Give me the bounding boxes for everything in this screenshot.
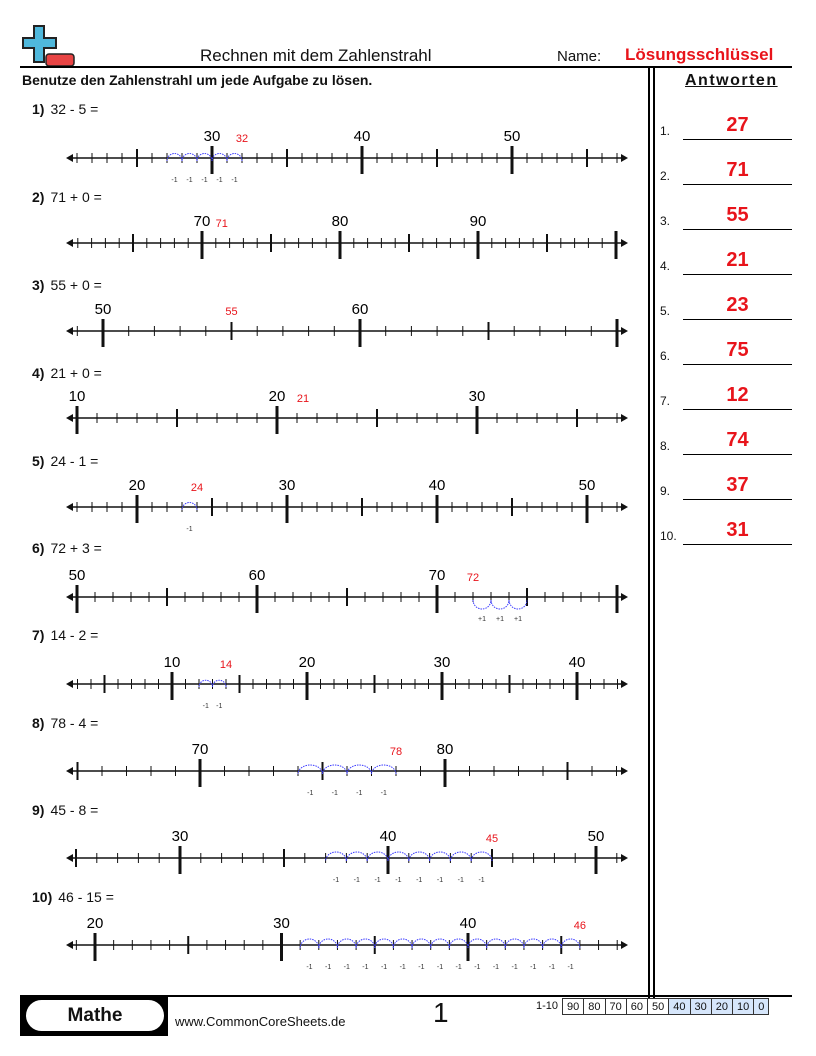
problem-text: 78 - 4 = xyxy=(50,715,99,731)
number-line-9 xyxy=(66,828,628,884)
score-table xyxy=(532,998,769,1015)
jump-arc xyxy=(388,852,409,861)
jump-label: -1 xyxy=(307,790,314,797)
answer-number: 5. xyxy=(660,304,671,318)
tick-label: 50 xyxy=(94,301,112,318)
answer-value: 12 xyxy=(726,384,749,406)
tick-label: 20 xyxy=(298,654,316,671)
start-marker-label: 45 xyxy=(485,833,499,845)
start-marker-label: 71 xyxy=(215,218,228,230)
jump-label: -1 xyxy=(201,177,208,184)
answer-number: 2. xyxy=(660,169,671,183)
jump-label: -1 xyxy=(474,964,481,971)
problem-text: 71 + 0 = xyxy=(50,189,102,205)
jump-label: -1 xyxy=(171,177,178,184)
score-cell: 0 xyxy=(754,998,769,1015)
answer-row xyxy=(660,200,792,230)
tick-label: 30 xyxy=(273,915,290,932)
number-line-3 xyxy=(66,301,628,347)
answer-value: 37 xyxy=(726,474,749,496)
tick-label: 10 xyxy=(163,654,181,671)
answer-value: 71 xyxy=(726,159,749,181)
jump-arc xyxy=(543,939,562,948)
arrow-right-icon xyxy=(621,593,628,601)
jump-arc xyxy=(347,765,372,774)
score-cell: 80 xyxy=(584,998,605,1015)
tick-label: 70 xyxy=(191,741,209,758)
jump-label: -1 xyxy=(186,526,193,533)
jump-arc xyxy=(372,765,397,774)
tick-label: 60 xyxy=(351,301,369,318)
jump-arc xyxy=(323,765,348,774)
problem-number: 4) xyxy=(32,365,45,381)
problem-number: 1) xyxy=(32,101,45,117)
tick-label: 40 xyxy=(568,654,586,671)
jump-label: -1 xyxy=(374,877,381,884)
problem-number: 2) xyxy=(32,189,45,205)
problem-text: 32 - 5 = xyxy=(50,101,99,117)
answer-row xyxy=(660,515,792,545)
answer-line xyxy=(683,274,792,275)
arrow-left-icon xyxy=(66,327,73,335)
jump-arc xyxy=(356,939,375,948)
answer-value: 27 xyxy=(726,114,749,136)
jump-label: -1 xyxy=(418,964,425,971)
jump-label: -1 xyxy=(380,790,387,797)
start-marker-label: 55 xyxy=(225,306,238,318)
problem-number: 3) xyxy=(32,277,45,293)
jump-label: -1 xyxy=(325,964,332,971)
jump-label: -1 xyxy=(380,964,388,971)
tick-label: 10 xyxy=(68,388,86,405)
jump-arc xyxy=(298,765,323,774)
answer-value: 55 xyxy=(726,204,749,226)
arrow-left-icon xyxy=(66,154,73,162)
jump-arc xyxy=(326,852,347,861)
arrow-right-icon xyxy=(621,941,628,949)
jump-label: -1 xyxy=(216,177,223,184)
arrow-left-icon xyxy=(66,414,73,422)
tick-label: 50 xyxy=(587,828,605,845)
answer-row xyxy=(660,155,792,185)
answer-row xyxy=(660,245,792,275)
tick-label: 70 xyxy=(193,213,211,230)
arrow-left-icon xyxy=(66,767,73,775)
answer-row xyxy=(660,425,792,455)
subject-badge: Mathe xyxy=(26,1000,164,1031)
problem-text: 46 - 15 = xyxy=(58,889,114,905)
jump-label: -1 xyxy=(436,964,444,971)
jump-label: -1 xyxy=(530,964,537,971)
answer-line xyxy=(683,454,792,455)
answer-line xyxy=(683,499,792,500)
problem-number: 7) xyxy=(32,627,45,643)
number-line-2 xyxy=(66,213,628,259)
jump-label: -1 xyxy=(478,877,485,884)
jump-label: -1 xyxy=(202,703,209,710)
score-cell: 20 xyxy=(712,998,733,1015)
answer-line xyxy=(683,139,792,140)
arrow-left-icon xyxy=(66,854,73,862)
site-url: www.CommonCoreSheets.de xyxy=(175,1014,346,1029)
jump-label: -1 xyxy=(231,177,238,184)
jump-arc xyxy=(430,852,451,861)
jump-label: -1 xyxy=(353,877,360,884)
arrow-right-icon xyxy=(621,503,628,511)
jump-arc xyxy=(468,939,487,948)
jump-arc xyxy=(524,939,543,948)
jump-label: -1 xyxy=(362,964,369,971)
tick-label: 20 xyxy=(86,915,104,932)
answer-line xyxy=(683,319,792,320)
jump-label: -1 xyxy=(186,177,193,184)
tick-label: 30 xyxy=(278,477,296,494)
tick-label: 30 xyxy=(203,128,221,145)
number-line-8 xyxy=(66,741,628,797)
tick-label: 40 xyxy=(459,915,477,932)
name-value: Lösungsschlüssel xyxy=(625,45,774,64)
arrow-left-icon xyxy=(66,593,73,601)
name-label: Name: xyxy=(557,48,602,65)
jump-arc xyxy=(509,600,527,609)
score-cell: 30 xyxy=(691,998,712,1015)
jump-label: -1 xyxy=(511,964,518,971)
number-line-1 xyxy=(66,128,628,184)
tick-label: 80 xyxy=(331,213,349,230)
tick-label: 70 xyxy=(428,567,446,584)
jump-label: -1 xyxy=(548,964,556,971)
jump-label: -1 xyxy=(356,790,363,797)
answer-line xyxy=(683,364,792,365)
arrow-left-icon xyxy=(66,680,73,688)
problem-number: 6) xyxy=(32,540,45,556)
arrow-right-icon xyxy=(621,327,628,335)
problem-number: 5) xyxy=(32,453,45,469)
answer-number: 1. xyxy=(660,124,671,138)
tick-label: 50 xyxy=(578,477,596,494)
arrow-right-icon xyxy=(621,239,628,247)
problem-text: 55 + 0 = xyxy=(50,277,102,293)
jump-arc xyxy=(375,939,394,948)
answer-row xyxy=(660,290,792,320)
answers-title: Antworten xyxy=(685,72,778,89)
worksheet-title: Rechnen mit dem Zahlenstrahl xyxy=(200,46,432,65)
jump-label: +1 xyxy=(514,616,522,623)
answer-number: 3. xyxy=(660,214,671,228)
problem-text: 21 + 0 = xyxy=(50,365,102,381)
score-cell: 70 xyxy=(606,998,627,1015)
answer-row xyxy=(660,110,792,140)
tick-label: 40 xyxy=(428,477,446,494)
score-cell: 90 xyxy=(562,998,584,1015)
jump-arc xyxy=(561,939,580,948)
arrow-left-icon xyxy=(66,239,73,247)
jump-label: -1 xyxy=(567,964,574,971)
answer-value: 23 xyxy=(726,294,749,316)
jump-arc xyxy=(505,939,524,948)
arrow-right-icon xyxy=(621,414,628,422)
tick-label: 30 xyxy=(171,828,189,845)
start-marker-label: 14 xyxy=(219,659,233,671)
page-number: 1 xyxy=(433,997,449,1028)
answer-row xyxy=(660,380,792,410)
number-line-10 xyxy=(66,915,628,971)
arrow-right-icon xyxy=(621,680,628,688)
tick-label: 40 xyxy=(379,828,397,845)
tick-label: 80 xyxy=(436,741,454,758)
jump-arc xyxy=(346,852,367,861)
jump-label: -1 xyxy=(436,877,444,884)
tick-label: 90 xyxy=(469,213,487,230)
number-line-5 xyxy=(66,477,628,533)
column-divider xyxy=(653,68,655,998)
answer-row xyxy=(660,470,792,500)
number-line-6 xyxy=(66,567,628,623)
score-cell: 10 xyxy=(733,998,754,1015)
jump-label: -1 xyxy=(331,790,338,797)
start-marker-label: 24 xyxy=(190,482,204,494)
problem-number: 9) xyxy=(32,802,45,818)
instructions: Benutze den Zahlenstrahl um jede Aufgabe zu lösen. xyxy=(22,72,373,88)
jump-label: -1 xyxy=(455,964,462,971)
tick-label: 50 xyxy=(68,567,86,584)
problem-text: 24 - 1 = xyxy=(50,453,99,469)
answer-value: 31 xyxy=(726,519,749,541)
tick-label: 30 xyxy=(468,388,486,405)
tick-label: 20 xyxy=(268,388,286,405)
answer-number: 4. xyxy=(660,259,671,273)
jump-arc xyxy=(393,939,412,948)
jump-arc xyxy=(487,939,506,948)
jump-label: -1 xyxy=(399,964,406,971)
jump-arc xyxy=(431,939,450,948)
jump-label: -1 xyxy=(457,877,464,884)
tick-label: 30 xyxy=(433,654,451,671)
jump-arc xyxy=(412,939,431,948)
problem-text: 45 - 8 = xyxy=(50,802,99,818)
problem-text: 72 + 3 = xyxy=(50,540,102,556)
problem-number: 8) xyxy=(32,715,45,731)
jump-label: -1 xyxy=(492,964,500,971)
jump-label: -1 xyxy=(306,964,313,971)
answer-value: 75 xyxy=(726,339,749,361)
jump-arc xyxy=(409,852,430,861)
jump-label: -1 xyxy=(343,964,350,971)
jump-label: +1 xyxy=(496,616,504,623)
jump-arc xyxy=(367,852,388,861)
answer-number: 10. xyxy=(660,529,677,543)
arrow-right-icon xyxy=(621,154,628,162)
jump-arc xyxy=(491,600,509,609)
number-line-4 xyxy=(66,388,628,434)
jump-label: -1 xyxy=(216,703,223,710)
arrow-left-icon xyxy=(66,941,73,949)
score-cell: 40 xyxy=(669,998,690,1015)
tick-label: 60 xyxy=(248,567,266,584)
answer-number: 7. xyxy=(660,394,671,408)
jump-label: -1 xyxy=(395,877,402,884)
arrow-right-icon xyxy=(621,767,628,775)
problem-number: 10) xyxy=(32,889,53,905)
answer-line xyxy=(683,409,792,410)
jump-arc xyxy=(337,939,356,948)
answer-number: 9. xyxy=(660,484,671,498)
start-marker-label: 46 xyxy=(573,920,587,932)
jump-arc xyxy=(449,939,468,948)
answer-line xyxy=(683,544,792,545)
arrow-right-icon xyxy=(621,854,628,862)
answer-value: 74 xyxy=(726,429,749,451)
start-marker-label: 32 xyxy=(235,133,249,145)
start-marker-label: 72 xyxy=(466,572,480,584)
score-cell: 60 xyxy=(627,998,648,1015)
arrow-left-icon xyxy=(66,503,73,511)
tick-label: 50 xyxy=(503,128,521,145)
jump-label: -1 xyxy=(332,877,340,884)
jump-arc xyxy=(473,600,491,609)
problem-text: 14 - 2 = xyxy=(50,627,99,643)
answer-value: 21 xyxy=(726,249,749,271)
number-line-7 xyxy=(66,654,628,710)
score-range-label: 1-10 xyxy=(536,1000,559,1012)
tick-label: 40 xyxy=(353,128,371,145)
start-marker-label: 78 xyxy=(389,746,403,758)
jump-label: -1 xyxy=(416,877,423,884)
answer-line xyxy=(683,184,792,185)
jump-arc xyxy=(450,852,471,861)
answer-line xyxy=(683,229,792,230)
start-marker-label: 21 xyxy=(296,393,310,405)
jump-arc xyxy=(471,852,492,861)
jump-label: +1 xyxy=(478,616,486,623)
tick-label: 20 xyxy=(128,477,146,494)
answer-number: 6. xyxy=(660,349,671,363)
answer-number: 8. xyxy=(660,439,671,453)
answer-row xyxy=(660,335,792,365)
jump-arc xyxy=(319,939,338,948)
score-cell: 50 xyxy=(648,998,669,1015)
jump-arc xyxy=(300,939,319,948)
